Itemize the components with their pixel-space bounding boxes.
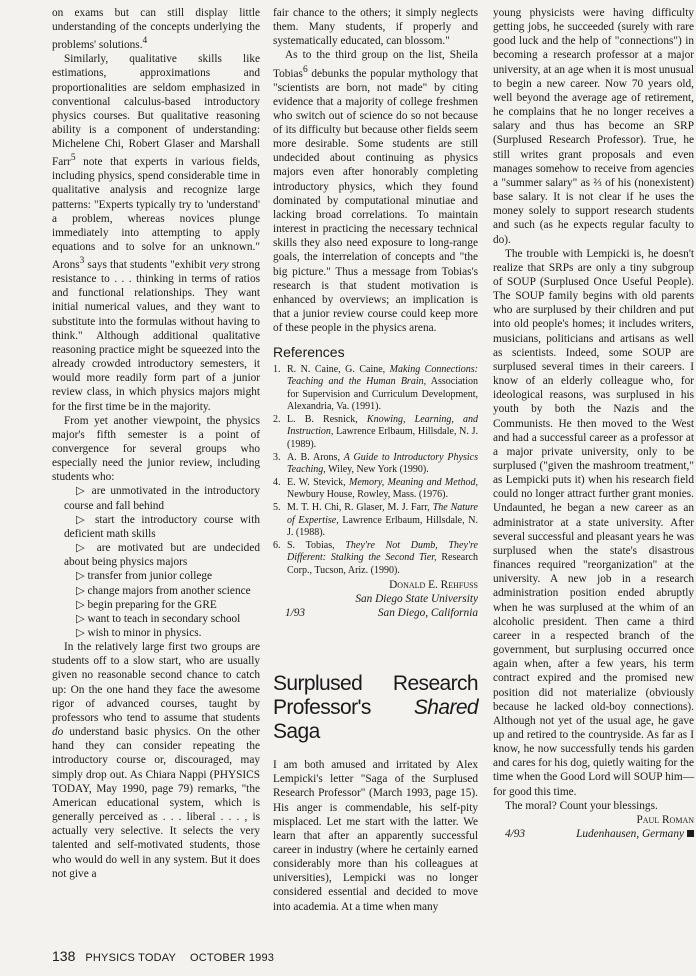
references-heading: References bbox=[273, 344, 345, 361]
issue-date: OCTOBER 1993 bbox=[190, 952, 275, 964]
letter-dateline: 4/93 Ludenhausen, Germany bbox=[493, 827, 694, 841]
reference-item: 3. A. B. Arons, A Guide to Introductory Physics Teaching, Wiley, New York (1990). bbox=[273, 451, 478, 476]
paragraph: As to the third group on the list, Sheila Tobias$^6$ debunks the popular mythology that "scientists are born, not made" by citing evidence that a majority of college freshmen who switch out of science do so not because of its difficulty but because other fields seem more desirable. Some students are still undecided about continuing as physics majors even after honorably completing introductory physics, which they found dominated by computational minutiae and lacking broad correlations. To maintain interest in practicing the necessary technical skills they also need exposure to long-range goals, the interrelation of concepts and "the big picture." Thus a message from Tobias's research is that student motivation is enhanced by overviews; an implication is that a junior review course could keep more of these people in the physics arena. bbox=[273, 49, 479, 335]
reference-item: 2. L. B. Resnick, Knowing, Learning, and Instruction, Lawrence Erlbaum, Hillsdale, N. J. (1989). bbox=[273, 413, 478, 451]
paragraph: The moral? Count your blessings. bbox=[505, 799, 658, 812]
list-item: ▷ are motivated but are undecided about being physics majors bbox=[64, 542, 260, 569]
author-affiliation: San Diego State University bbox=[355, 592, 478, 605]
reference-item: 6. S. Tobias, They're Not Dumb, They're Different: Stalking the Second Tier, Research Corp., Tucson, Ariz. (1990). bbox=[273, 539, 478, 577]
paragraph: on exams but can still display little understanding of the concepts underlying the problems' solutions.$^4$ bbox=[52, 7, 260, 52]
page-number: 138 bbox=[52, 948, 76, 964]
reference-list bbox=[273, 364, 478, 578]
list-item: ▷ wish to minor in physics. bbox=[76, 627, 202, 640]
paragraph: From yet another viewpoint, the physics major's fifth semester is a point of convergence for several groups who especially need the junior review, including students who: bbox=[52, 414, 260, 484]
letter-headline: Surplused Research Professor's Shared Saga bbox=[273, 672, 478, 744]
reference-item: 5. M. T. H. Chi, R. Glaser, M. J. Farr, The Nature of Expertise, Lawrence Erlbaum, Hillsdale, N. J. (1988). bbox=[273, 502, 478, 539]
list-item: ▷ are unmotivated in the introductory course and fall behind bbox=[64, 485, 260, 512]
paragraph: I am both amused and irritated by Alex Lempicki's letter "Saga of the Surplused Research Professor" (March 1993, page 15). His anger is commendable, his self-pity misplaced. Let me start with the latter. We learn that after an apparently successful career in industry (where he certainly earned considerably more than his colleagues at universities), Lempicki was no longer considered essential and decided to move into academia. At a time when many bbox=[273, 759, 478, 913]
list-item: ▷ begin preparing for the GRE bbox=[76, 598, 217, 611]
list-item: ▷ transfer from junior college bbox=[76, 570, 213, 583]
list-item: ▷ change majors from another science bbox=[76, 584, 251, 597]
end-of-article-mark bbox=[687, 830, 694, 837]
reference-item: 4. E. W. Stevick, Memory, Meaning and Method, Newbury House, Rowley, Mass. (1976). bbox=[273, 476, 478, 501]
reference-item: 1. R. N. Caine, G. Caine, Making Connections: Teaching and the Human Brain, Association for Supervision and Curriculum Development, Alexandria, Va. (1991). bbox=[273, 363, 479, 413]
article-column-1 bbox=[52, 6, 260, 881]
paragraph: Similarly, qualitative skills like estimations, approximations and proportionalities are seldom emphasized in conventional calculus-based introductory physics courses. But qualitative reasoning ability is a component of understanding: Michelene Chi, Robert Glaser and Marshall Farr$^5$ note that experts in various fields, including physics, spend considerable time in qualitative analysis and recognize large patterns: "Experts typically try to 'understand' a problem, whereas novices plunge immediately into attempting to apply equations and to solve for an unknown." Arons$^3$ says that students "exhibit very strong resistance to . . . thinking in terms of ratios and functional relationships. They want initial numerical values, and they want to substitute into the formulas without having to think." Although additional qualitative reasoning practice might be squeezed into the already crowded introductory semesters, it would more readily form part of a junior review class, in which physics majors might for the first time be in the majority. bbox=[52, 53, 260, 413]
list-item: ▷ start the introductory course with deficient math skills bbox=[64, 513, 260, 540]
magazine-name: PHYSICS TODAY bbox=[85, 952, 176, 964]
paragraph: fair chance to the others; it simply neglects them. Many students, if properly and systematically educated, can blossom." bbox=[273, 7, 478, 48]
author-signature: Paul Roman bbox=[636, 813, 694, 826]
paragraph: In the relatively large first two groups are students off to a slow start, who are usually given no reasonable second chance to catch up: On the one hand they face the awesome rigor of advanced courses, taught by professors who tend to assume that students do understand basic physics. On the other hand they can consider repeating the introductory course or, discouraged, may simply drop out. As Chiara Nappi (PHYSICS TODAY, May 1990, page 79) remarks, "the American educational system, which is generally perceived as . . . liberal . . . , is actually very selective. It selects the very talented and self-motivated students, those who would do well in any system. But it does not give a bbox=[52, 641, 261, 880]
paragraph: young physicists were having difficulty getting jobs, he succeeded (surely with rare good luck and the help of "connections") in becoming a research professor at a major university, at an age when it is most unusual to begin a new career. Now 70 years old, well beyond the average age of retirement, he complains that he no longer receives a salary and thus has become an SRP (Surplused Research Professor). True, he still writes grant proposals and even manages somehow to receive from agencies a "summer salary" as ⅔ of his (nonexistent) base salary. It is not clear if he uses the money solely to support research students and such (as he expects regular faculty to do). bbox=[493, 7, 694, 246]
list-item: ▷ want to teach in secondary school bbox=[76, 612, 241, 625]
letter-dateline: 1/93 San Diego, California bbox=[285, 606, 478, 619]
paragraph: The trouble with Lempicki is, he doesn't realize that SRPs are only a tiny subgroup of SOUP (Surplused Once Useful People). The SOUP family begins with old parents who are surplused by their children and put into old people's homes; it includes writers, musicians, politicians and artisans as well as scientists. Indeed, some SOUP are surplused several times in their careers. I know of an elderly colleague who, for ideological reasons, was surplused in his youth by both the Nazis and the Communists. He then moved to the West and had a successful career as a professor at a major private university, only to be surplused ("given the mashroom treatment," as Lempicki puts it) when his research field could no longer attract further grant monies. Undaunted, he began a new career as an administrator at a state university. After several successful and pleasant years he was surplused when the state's disastrous finances required "reorganization" at the university. A new job in a research administration position ended abruptly when he was surplused at the whim of an alcoholic president. Then came a third career in a respected branch of the government, but surplusing occurred once again when, after a few years, his term contract expired and the promised new position did not materialize (obviously because he lacked old-boy connections). Although not yet of the usual age, he gave up and retired to the countryside. As far as I know, he now successfully tends his garden and cares for his dog, quietly waiting for the time when the Good Lord will SOUP him—for good this time. bbox=[493, 247, 694, 798]
author-signature: Donald E. Rehfuss bbox=[389, 578, 478, 591]
article-column-3 bbox=[493, 6, 694, 841]
article-column-2 bbox=[273, 6, 478, 914]
page-footer bbox=[52, 948, 274, 964]
student-group-list bbox=[52, 484, 260, 640]
